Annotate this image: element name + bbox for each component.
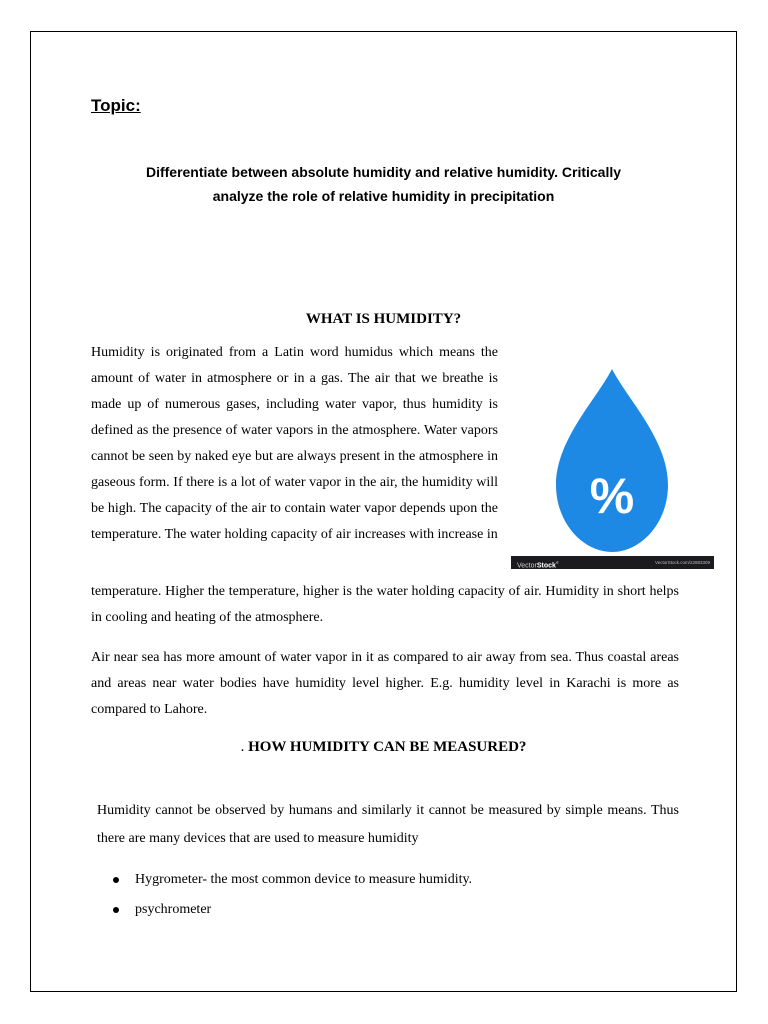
list-item-text: Hygrometer- the most common device to measure humidity.: [135, 872, 473, 887]
device-list: [111, 867, 472, 927]
title-line-2: analyze the role of relative humidity in precipitation: [212, 188, 555, 204]
list-item: [111, 897, 472, 927]
bullet-icon: [113, 877, 119, 883]
section-heading-what-is-humidity: [31, 311, 736, 328]
water-drop-percent-icon: [511, 365, 714, 570]
watermark-brand-bold: Stock: [536, 562, 556, 570]
document-title: [91, 160, 676, 208]
image-watermark-bar: [511, 556, 714, 569]
humidity-figure: [511, 365, 714, 570]
paragraph-measurement-intro: Humidity cannot be observed by humans and similarly it cannot be measured by simple means. Thus there are many devices that are used to measure humidity: [97, 803, 679, 846]
section-heading-text: HOW HUMIDITY CAN BE MEASURED?: [248, 739, 527, 755]
watermark-brand-mark: ®: [555, 560, 559, 565]
heading-prefix: .: [240, 739, 249, 755]
paragraph-humidity-definition: Humidity is originated from a Latin word humidus which means the amount of water in atmosphere or in a gas. The air that we breathe is made up of numerous gases, including water vapor, thus humidity is defined as the presence of water vapors in the atmosphere. Water vapors cannot be seen by naked eye but are always present in the atmosphere in gaseous form. If there is a lot of water vapor in the air, the humidity will be high. The capacity of the air to contain water vapor depends upon the temperature. The water holding capacity of air increases with increase in: [91, 345, 498, 542]
watermark-brand: [517, 556, 559, 572]
watermark-url: VectorStock.com/22883309: [654, 560, 710, 565]
watermark-brand-prefix: Vector: [517, 562, 537, 570]
percent-symbol: %: [589, 468, 635, 524]
bullet-icon: [113, 907, 119, 913]
paragraph-humidity-definition-continued: temperature. Higher the temperature, higher is the water holding capacity of air. Humidity in short helps in cooling and heating of the atmosphere.: [91, 584, 679, 625]
document-page: [30, 31, 737, 992]
title-line-1: Differentiate between absolute humidity and relative humidity. Critically: [145, 164, 622, 180]
topic-label: Topic:: [91, 96, 141, 115]
section-heading-text: WHAT IS HUMIDITY?: [305, 311, 462, 327]
section-heading-how-measured: [31, 739, 736, 756]
paragraph-coastal-humidity: Air near sea has more amount of water vapor in it as compared to air away from sea. Thus coastal areas and areas near water bodies have humidity level higher. E.g. humidity level in Karachi is more as compared to Lahore.: [91, 650, 679, 717]
list-item-text: psychrometer: [135, 902, 212, 917]
list-item: [111, 867, 472, 897]
